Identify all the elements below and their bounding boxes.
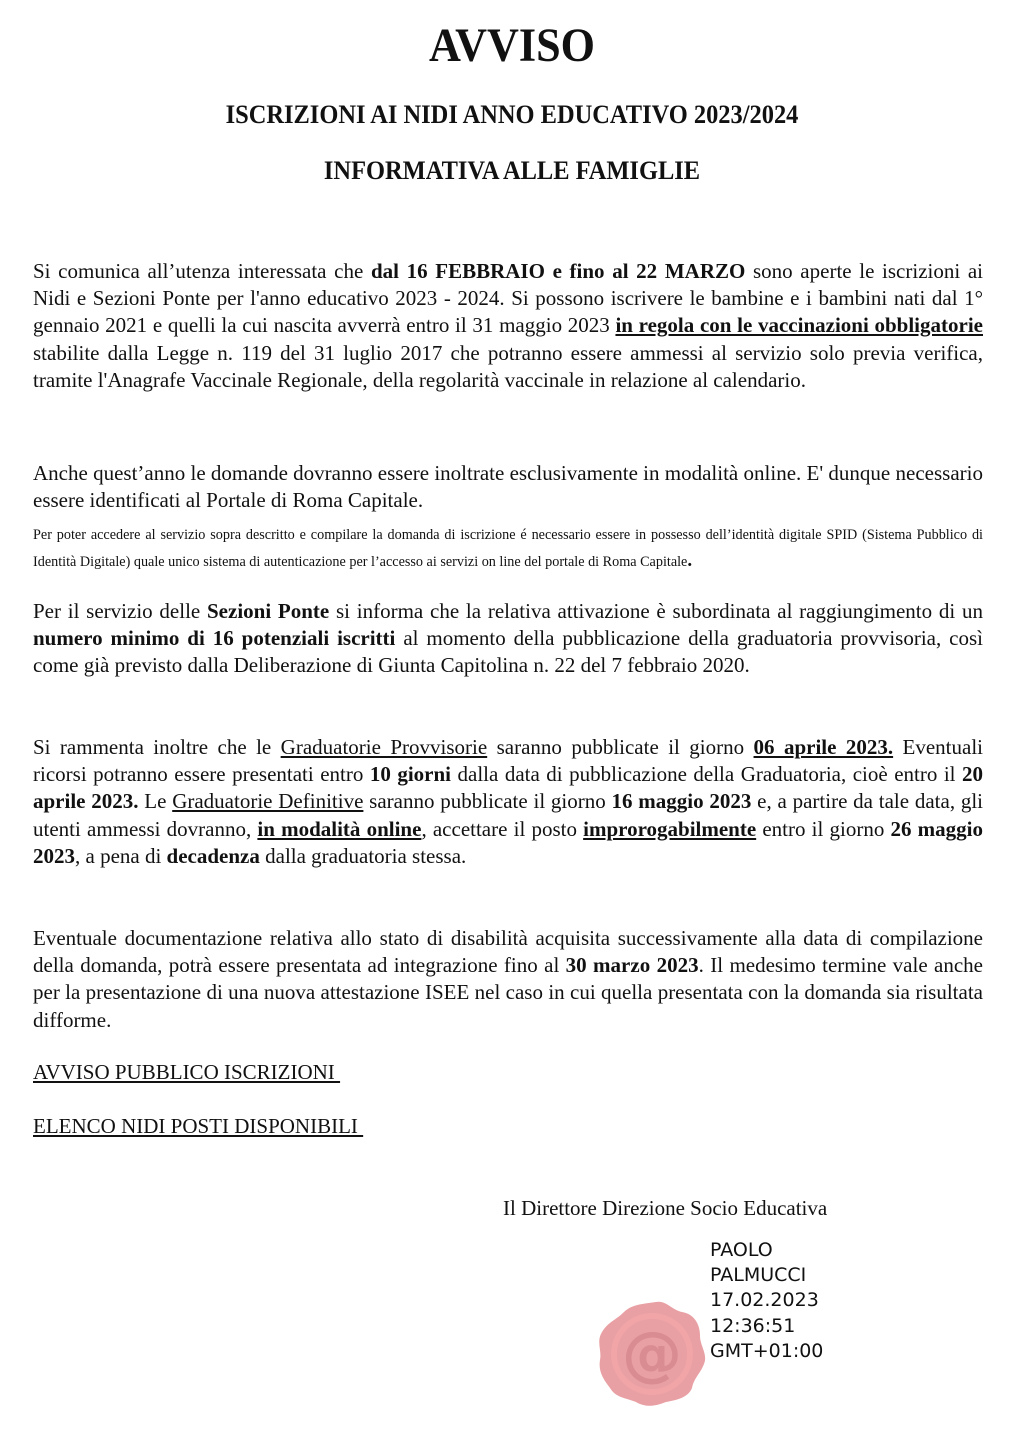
text: Eventuali ricorsi potranno essere presentati entro <box>33 735 983 787</box>
emphasis-dates: dal 16 FEBBRAIO e fino al 22 MARZO <box>370 259 746 283</box>
note-spid <box>33 522 983 575</box>
paragraph-graduatorie <box>33 734 983 870</box>
emphasis: decadenza <box>166 843 260 868</box>
link-avviso-pubblico-iscrizioni[interactable]: AVVISO PUBBLICO ISCRIZIONI <box>33 1060 341 1084</box>
emphasis: improrogabilmente <box>583 816 757 841</box>
seal-at-symbol: @ <box>622 1319 682 1389</box>
text: saranno pubblicate il giorno <box>363 789 612 814</box>
emphasis: 26 maggio 2023 <box>33 816 983 868</box>
subtitle-iscrizioni: ISCRIZIONI AI NIDI ANNO EDUCATIVO 2023/2024 <box>225 100 799 129</box>
text: saranno pubblicate il giorno <box>487 735 754 759</box>
signer-role: Il Direttore Direzione Socio Educativa <box>503 1196 828 1220</box>
page-title: AVVISO <box>428 19 596 72</box>
text: si informa che la relativa attivazione è subordinata al raggiungimento di un <box>329 599 983 623</box>
text: Eventuale documentazione relativa allo stato di disabilità acquisita successivamente alla data di compilazione della domanda, potrà essere presentata ad integrazione fino al <box>33 926 983 978</box>
emphasis: 20 aprile 2023. <box>33 762 983 814</box>
text: Si comunica all’utenza interessata che <box>33 259 371 283</box>
link-elenco-nidi-posti-disponibili[interactable]: ELENCO NIDI POSTI DISPONIBILI <box>33 1114 364 1138</box>
text: e, a partire da tale data, gli utenti ammessi dovranno, <box>33 789 984 841</box>
text: al momento della pubblicazione della graduatoria provvisoria, così come già previsto dalla Deliberazione di Giunta Capitolina n. 22 del 7 febbraio 2020. <box>33 626 984 678</box>
text: Per poter accedere al servizio sopra descritto e compilare la domanda di iscrizione é necessario essere in possesso dell’identità digitale SPID (Sistema Pubblico di Identità Digitale) quale unico sistema di autenticazione per l’accesso ai servizi on line del portale di Roma Capitale <box>33 527 983 570</box>
signer-last-name: PALMUCCI <box>710 1264 807 1287</box>
emphasis-vaccinazioni: in regola con le vaccinazioni obbligatorie <box>615 313 983 338</box>
signature-time: 12:36:51 <box>710 1314 796 1337</box>
text: dalla graduatoria stessa. <box>259 843 467 868</box>
emphasis: Graduatorie Provvisorie <box>280 735 488 759</box>
paragraph-documentazione <box>33 925 983 1034</box>
text: . <box>687 550 693 571</box>
paragraph-online: Anche quest’anno le domande dovranno essere inoltrate esclusivamente in modalità online. E' dunque necessario essere identificati al Portale di Roma Capitale. <box>33 461 983 513</box>
text: stabilite dalla Legge n. 119 del 31 luglio 2017 che potranno essere ammessi al servizio solo previa verifica, tramite l'Anagrafe Vaccinale Regionale, della regolarità vaccinale in relazione al calendario. <box>33 340 983 392</box>
text: , accettare il posto <box>421 816 584 841</box>
emphasis: Sezioni Ponte <box>207 599 330 623</box>
signer-first-name: PAOLO <box>710 1239 773 1261</box>
paragraph-iscrizioni-dates <box>33 258 983 394</box>
text: sono aperte le iscrizioni ai Nidi e Sezioni Ponte per l'anno educativo 2023 - 2024. Si possono iscrivere le bambine e i bambini nati dal 1° gennaio 2021 e quelli la cui nascita avverrà entro il 31 maggio 2023 <box>33 259 984 338</box>
emphasis: 06 aprile 2023. <box>753 735 894 759</box>
text: Si rammenta inoltre che le <box>33 735 281 759</box>
wax-seal-at-icon <box>596 1298 708 1408</box>
emphasis: numero minimo di 16 potenziali iscritti <box>33 626 396 651</box>
emphasis: 30 marzo 2023 <box>565 953 699 978</box>
text: Le <box>138 789 173 814</box>
text: Per il servizio delle <box>33 599 207 623</box>
signature-timezone: GMT+01:00 <box>710 1339 824 1362</box>
text: , a pena di <box>75 843 167 868</box>
text: entro il giorno <box>756 816 891 841</box>
emphasis: 16 maggio 2023 <box>611 789 752 814</box>
emphasis: Graduatorie Definitive <box>172 789 364 814</box>
text: . Il medesimo termine vale anche per la presentazione di una nuova attestazione ISEE nel caso in cui quella presentata con la domanda sia risultata difforme. <box>33 953 983 1032</box>
paragraph-sezioni-ponte <box>33 598 983 680</box>
digital-signature-block <box>710 1238 823 1364</box>
emphasis: in modalità online <box>257 816 422 841</box>
signature-date: 17.02.2023 <box>710 1289 819 1312</box>
emphasis: 10 giorni <box>369 762 452 787</box>
subtitle-informativa: INFORMATIVA ALLE FAMIGLIE <box>323 156 701 185</box>
text: dalla data di pubblicazione della Graduatoria, cioè entro il <box>451 762 962 787</box>
